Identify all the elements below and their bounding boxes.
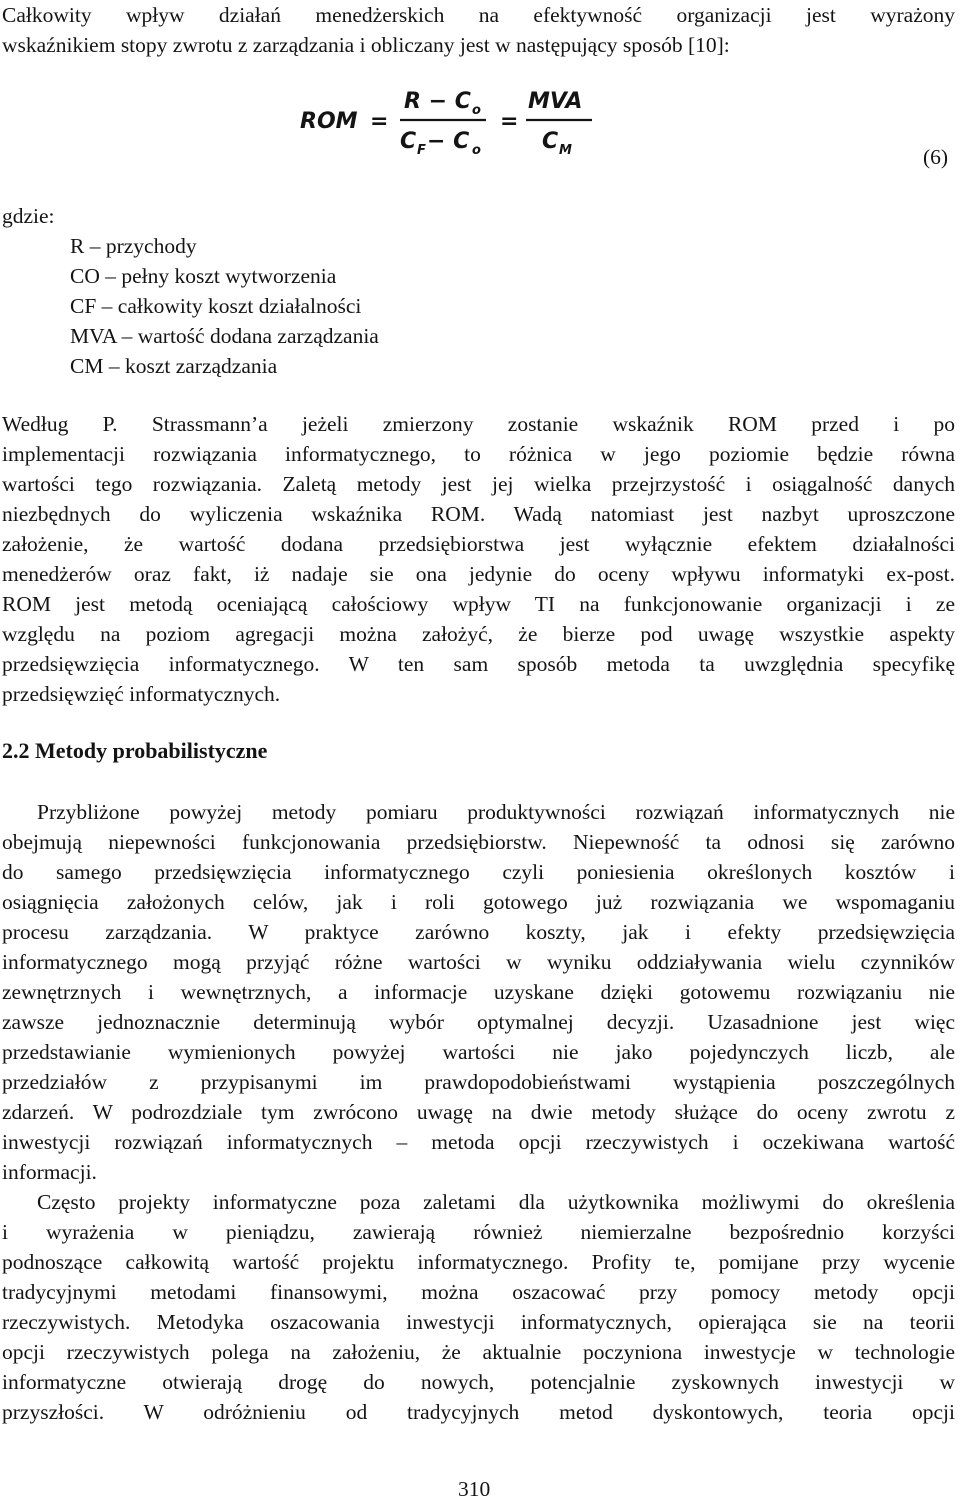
paragraph3-line: opcji rzeczywistych polega na założeniu, że aktualnie poczyniona inwestycje w technologie: [2, 1340, 955, 1364]
formula-den1-b-sub: o: [472, 143, 481, 158]
definition-item: CO – pełny koszt wytworzenia: [70, 264, 337, 288]
formula-den1-a: C: [400, 129, 417, 154]
paragraph3-line: tradycyjnymi metodami finansowymi, można oszacować przy pomocy metody opcji: [2, 1280, 955, 1304]
formula-eq-1: =: [370, 109, 389, 134]
section-heading: 2.2 Metody probabilistyczne: [2, 738, 268, 763]
equation-number: (6): [923, 145, 949, 169]
page-number: 310: [458, 1477, 491, 1501]
paragraph2-line: przedziałów z przypisanymi im prawdopodobieństwami wystąpienia poszczególnych: [2, 1070, 955, 1094]
paragraph3-line: Często projekty informatyczne poza zaletami dla użytkownika możliwymi do określenia: [37, 1190, 955, 1214]
formula-den1-a-sub: F: [417, 143, 426, 158]
formula-num2: MVA: [528, 89, 583, 114]
paragraph3-line: rzeczywistych. Metodyka oszacowania inwestycji informatycznych, opierająca sie na teorii: [2, 1310, 955, 1334]
paragraph2-line: obejmują niepewności funkcjonowania przedsiębiorstw. Niepewność ta odnosi się zarówno: [2, 830, 955, 854]
definition-item: CM – koszt zarządzania: [70, 354, 278, 378]
paragraph2-line: zewnętrznych i wewnętrznych, a informacje uzyskane dzięki gotowemu rozwiązaniu nie: [2, 980, 955, 1004]
paragraph1-line: założenie, że wartość dodana przedsiębiorstwa jest wyłącznie efektem działalności: [2, 532, 955, 556]
paragraph1-line: Według P. Strassmann’a jeżeli zmierzony zostanie wskaźnik ROM przed i po: [2, 412, 955, 436]
formula-den1-mid: − C: [427, 129, 470, 154]
formula-lhs: ROM: [300, 109, 358, 134]
paragraph3-line: informatyczne otwierają drogę do nowych, potencjalnie zyskownych inwestycji w: [2, 1370, 955, 1394]
paragraph2-line: przedstawianie wymienionych powyżej wartości nie jako pojedynczych liczb, ale: [2, 1040, 955, 1064]
definition-item: CF – całkowity koszt działalności: [70, 294, 362, 318]
paragraph1-line: względu na poziom agregacji można założyć, że bierze pod uwagę wszystkie aspekty: [2, 622, 955, 646]
paragraph1-line: przedsięwzięć informatycznych.: [2, 682, 281, 706]
paragraph3-line: przyszłości. W odróżnieniu od tradycyjnych metod dyskontowych, teoria opcji: [2, 1400, 955, 1424]
formula-num1-sub: o: [472, 103, 481, 118]
formula-den2-sub: M: [559, 143, 572, 158]
paragraph2-line: informatycznego mogą przyjąć różne wartości w wyniku oddziaływania wielu czynników: [2, 950, 955, 974]
formula-den2: C: [542, 129, 559, 154]
paragraph2-line: procesu zarządzania. W praktyce zarówno koszty, jak i efekty przedsięwzięcia: [2, 920, 955, 944]
formula-num1: R − C: [404, 89, 471, 114]
paragraph2-line: informacji.: [2, 1160, 97, 1184]
paragraph2-line: inwestycji rozwiązań informatycznych – metoda opcji rzeczywistych i oczekiwana wartość: [2, 1130, 955, 1154]
paragraph3-line: i wyrażenia w pieniądzu, zawierają również niemierzalne bezpośrednio korzyści: [2, 1220, 955, 1244]
where-label: gdzie:: [2, 204, 55, 228]
paragraph1-line: niezbędnych do wyliczenia wskaźnika ROM. Wadą natomiast jest nazbyt uproszczone: [2, 502, 955, 526]
paragraph1-line: implementacji rozwiązania informatycznego, to różnica w jego poziomie będzie równa: [2, 442, 955, 466]
paragraph1-line: menedżerów oraz fakt, iż nadaje sie ona jedynie do oceny wpływu informatyki ex-post.: [2, 562, 955, 586]
intro-line-1: Całkowity wpływ działań menedżerskich na efektywność organizacji jest wyrażony: [2, 3, 955, 27]
paragraph2-line: osiągnięcia założonych celów, jak i roli gotowego już rozwiązania we wspomaganiu: [2, 890, 955, 914]
intro-line-2: wskaźnikiem stopy zwrotu z zarządzania i obliczany jest w następujący sposób [10]:: [2, 33, 730, 57]
definition-item: MVA – wartość dodana zarządzania: [70, 324, 379, 348]
paragraph3-line: podnoszące całkowitą wartość projektu informatycznego. Profity te, pomijane przy wycenie: [2, 1250, 955, 1274]
paragraph2-line: Przybliżone powyżej metody pomiaru produktywności rozwiązań informatycznych nie: [37, 800, 955, 824]
paragraph1-line: ROM jest metodą oceniającą całościowy wpływ TI na funkcjonowanie organizacji i ze: [2, 592, 955, 616]
rom-formula: [300, 84, 600, 164]
paragraph1-line: przedsięwzięcia informatycznego. W ten sam sposób metoda ta uwzględnia specyfikę: [2, 652, 955, 676]
paragraph2-line: zawsze jednoznacznie determinują wybór optymalnej decyzji. Uzasadnione jest więc: [2, 1010, 955, 1034]
formula-eq-2: =: [500, 109, 519, 134]
paragraph1-line: wartości tego rozwiązania. Zaletą metody jest jej wielka przejrzystość i osiągalność danych: [2, 472, 955, 496]
paragraph2-line: do samego przedsięwzięcia informatycznego czyli poniesienia określonych kosztów i: [2, 860, 955, 884]
definition-item: R – przychody: [70, 234, 197, 258]
paragraph2-line: zdarzeń. W podrozdziale tym zwrócono uwagę na dwie metody służące do oceny zwrotu z: [2, 1100, 955, 1124]
